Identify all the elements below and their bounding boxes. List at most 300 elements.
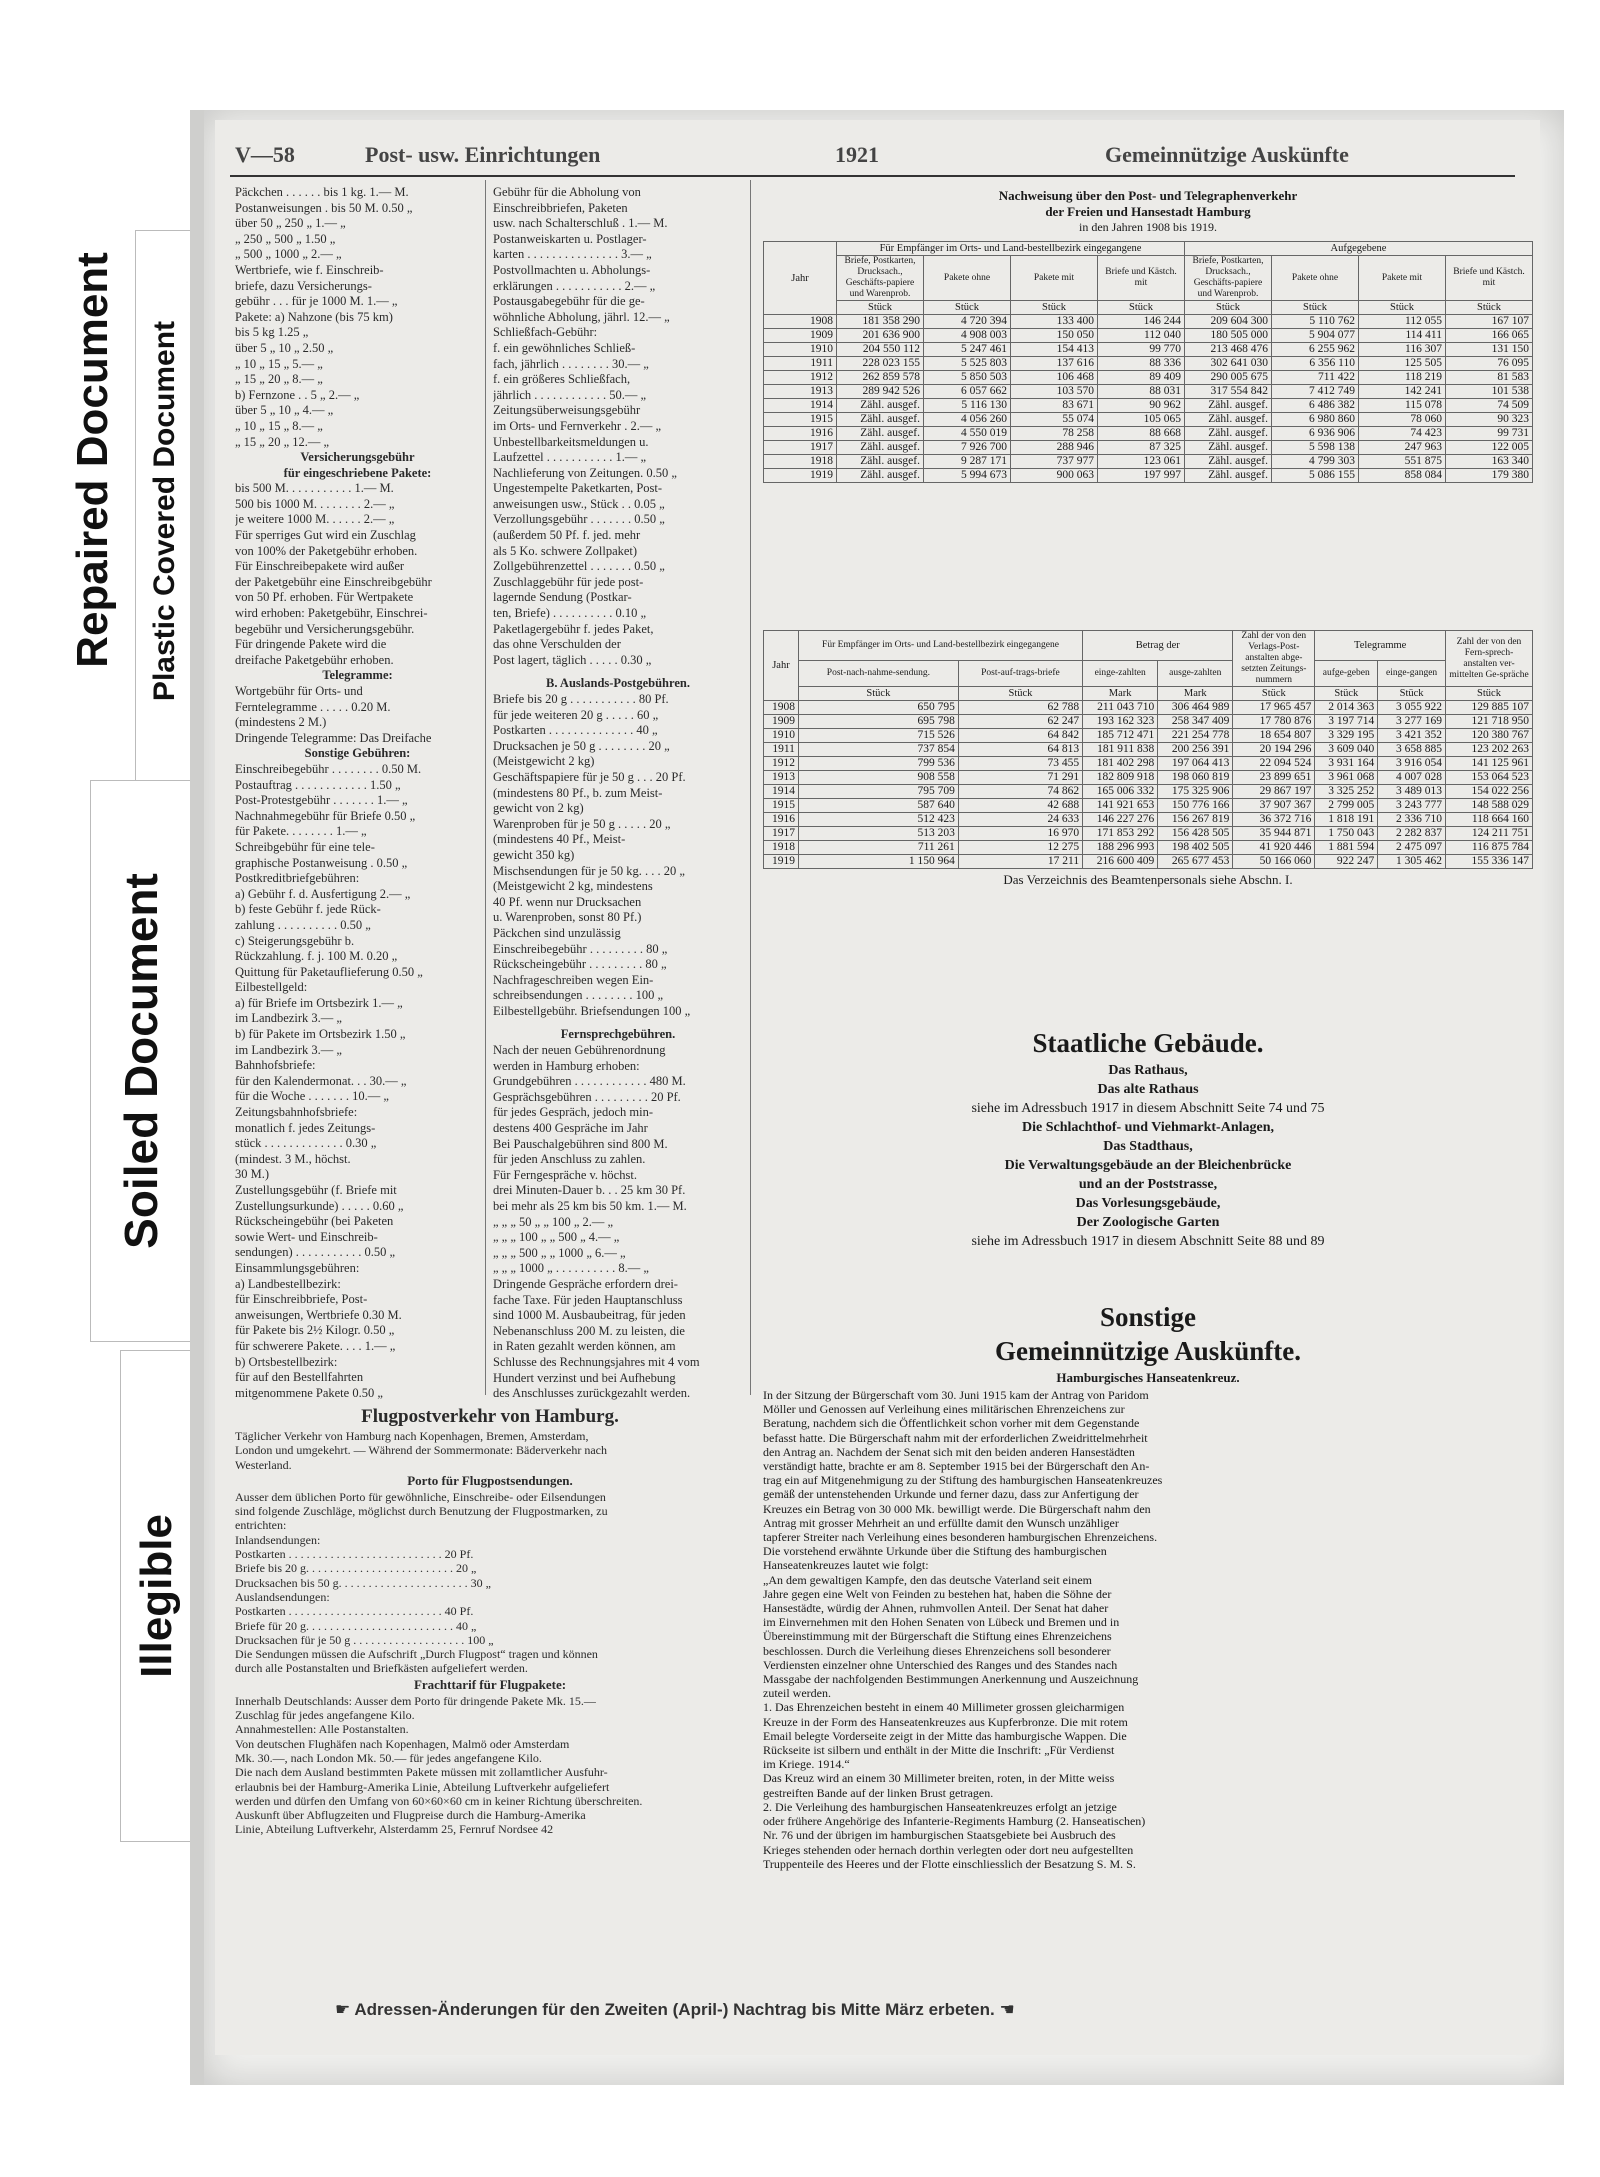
col2-line: im Orts- und Fernverkehr . 2.— „ [493,418,662,433]
col2-line: Schließfach-Gebühr: [493,325,598,340]
table-row [764,343,1533,357]
table-cell: 265 677 453 [1158,855,1233,869]
table-cell: 5 247 461 [924,343,1011,357]
porto-line: Auslandsendungen: [235,1589,330,1604]
col2-line: Schlusse des Rechnungsjahres mit 4 vom [493,1354,700,1369]
flugpost-line: London und umgekehrt. — Während der Sommermonate: Bäderverkehr nach [235,1443,607,1458]
table-cell: 3 658 885 [1378,743,1446,757]
table-row [764,441,1533,455]
col2-line: Nebenanschluss 200 M. zu leisten, die [493,1323,685,1338]
table-cell: 17 211 [958,855,1082,869]
table-cell: 1918 [764,841,799,855]
col1-line: Postauftrag . . . . . . . . . . . . 1.50 „ [235,777,401,792]
table-cell: 62 788 [958,701,1082,715]
table-cell: 302 641 030 [1185,357,1272,371]
col2-line: Dringende Gespräche erfordern drei- [493,1276,678,1291]
table-cell: 129 885 107 [1446,701,1533,715]
table-cell: 247 963 [1359,441,1446,455]
col1-line: für Einschreibbriefe, Post- [235,1292,368,1307]
table-cell: 551 875 [1359,455,1446,469]
col1-line: Pakete: a) Nahzone (bis 75 km) [235,309,393,324]
table-cell: 513 203 [798,827,958,841]
col1-line: mitgenommene Pakete 0.50 „ [235,1385,383,1400]
col1-line: Wortgebühr für Orts- und [235,684,363,698]
t2-unit: Stück [1315,687,1378,701]
table-cell: 35 944 871 [1233,827,1315,841]
table-cell: 1917 [764,827,799,841]
t1-unit: Stück [1446,301,1533,315]
table-cell: 1913 [764,771,799,785]
col1-line: (mindest. 3 M., höchst. [235,1151,351,1166]
table-cell: 1911 [764,357,837,371]
table-cell: 37 907 367 [1233,799,1315,813]
footer-notice: ☛ Adressen-Änderungen für den Zweiten (April-) Nachtrag bis Mitte März erbeten. ☚ [335,2000,1015,2019]
staat-line-7: und an der Poststrasse, [1078,1177,1218,1192]
col1-line: Rückzahlung. f. j. 100 M. 0.20 „ [235,949,398,964]
col2-line: sind 1000 M. Ausbaubeitrag, für jeden [493,1308,686,1323]
table-cell: 115 078 [1359,399,1446,413]
table-row [764,729,1533,743]
table-cell: 7 412 749 [1272,385,1359,399]
table-row [764,315,1533,329]
column-divider-2 [750,180,751,1395]
flugpost-line: Westerland. [235,1457,292,1472]
col2-line: für jedes Gespräch, jedoch min- [493,1105,654,1120]
flugpost-section [235,1405,745,1837]
t1-group-left: Für Empfänger im Orts- und Land-bestellbezirk eingegangene [837,242,1185,256]
sonstige-line: Kreuze in der Form des Hanseatenkreuzes aus Kupferbronze. Die mit rotem [763,1714,1128,1729]
page-header [235,142,1510,172]
col1-line: Für dringende Pakete wird die [235,637,387,652]
col2-line: „ „ „ 50 „ „ 100 „ 2.— „ [493,1214,614,1229]
t2-sub1a: Post-nach-nahme-sendung. [798,661,958,687]
table-cell: 156 267 819 [1158,813,1233,827]
col2-line: Post lagert, täglich . . . . . 0.30 „ [493,652,652,667]
table-cell: 1914 [764,785,799,799]
col1-line: Schreibgebühr für eine tele- [235,839,375,854]
table-cell: 74 862 [958,785,1082,799]
porto-title: Porto für Flugpostsendungen. [407,1472,573,1488]
col2-line: Nachfrageschreiben wegen Ein- [493,972,654,987]
label-illegible: Illegible [120,1350,194,1842]
table-cell: 5 525 803 [924,357,1011,371]
table-cell: 1917 [764,441,837,455]
table-cell: 148 588 029 [1446,799,1533,813]
table-cell: Zähl. ausgef. [837,413,924,427]
table-cell: 4 720 394 [924,315,1011,329]
table-cell: 118 219 [1359,371,1446,385]
table-cell: 88 336 [1098,357,1185,371]
table-cell: 1916 [764,427,837,441]
col2-line: Einschreibbriefen, Paketen [493,200,628,215]
table-cell: 3 609 040 [1315,743,1378,757]
col1-line: Nachnahmegebühr für Briefe 0.50 „ [235,808,416,823]
col1-line: 500 bis 1000 M. . . . . . . . 2.— „ [235,496,395,511]
table-cell: 78 060 [1359,413,1446,427]
t2-group5: Zahl der von den Fern-sprech-anstalten ver-mittelten Ge-spräche [1446,631,1533,687]
sonstige-line: Hanseatenkreuzes lautet wie folgt: [763,1558,929,1573]
sonstige-line: Das Kreuz wird an einem 30 Millimeter breiten, roten, in der Mitte weiss [763,1771,1115,1786]
sonstige-line: trag ein auf Mitgenehmigung zu der Stiftung des hamburgischen Hanseatenkreuzes [763,1473,1163,1488]
col2-line: Einschreibegebühr . . . . . . . . . 80 „ [493,941,668,956]
col2-line: drei Minuten-Dauer b. . . 25 km 30 Pf. [493,1183,686,1198]
table-cell: Zähl. ausgef. [1185,441,1272,455]
t2-group4: Telegramme [1315,631,1446,661]
table-row [764,385,1533,399]
sonstige-line: Massgabe der nachfolgenden Bestimmungen Anerkennung und Auszeichnung [763,1672,1139,1687]
sonstige-line: Möller und Genossen auf Verleihung eines militärischen Ehrenzeichens zur [763,1402,1125,1417]
table-row [764,785,1533,799]
table-cell: 50 166 060 [1233,855,1315,869]
col2-line: Drucksachen je 50 g . . . . . . . . 20 „ [493,738,670,753]
col1-line: von 100% der Paketgebühr erhoben. [235,543,418,558]
fracht-line: werden und dürfen den Umfang von 60×60×60 cm in keiner Richtung überschreiten. [235,1793,643,1808]
col1-line: für Pakete bis 2½ Kilogr. 0.50 „ [235,1323,395,1338]
table-cell: 12 275 [958,841,1082,855]
table-cell: 7 926 700 [924,441,1011,455]
table-cell: 204 550 112 [837,343,924,357]
table-cell: 123 202 263 [1446,743,1533,757]
table-cell: 711 422 [1272,371,1359,385]
porto-line: Briefe für 20 g. . . . . . . . . . . . . . . . . . . . . . . . . 40 „ [235,1618,477,1633]
table-cell: 89 409 [1098,371,1185,385]
col1-line: wird erhoben: Paketgebühr, Einschrei- [235,606,428,621]
col2-line: Päckchen sind unzulässig [493,925,621,940]
traffic-table-1 [763,241,1533,483]
staat-line-3: siehe im Adressbuch 1917 in diesem Abschnitt Seite 74 und 75 [971,1101,1325,1116]
table-cell: 1911 [764,743,799,757]
table-cell: 181 358 290 [837,315,924,329]
col1-line: monatlich f. jedes Zeitungs- [235,1120,376,1135]
sonstige-line: befasst hatte. Die Bürgerschaft nahm mit der erforderlichen Zweidrittelmehrheit [763,1430,1148,1445]
col1-line: bis 5 kg 1.25 „ [235,325,309,340]
col2-line: Fernsprechgebühren. [560,1027,676,1042]
table-cell: 3 421 352 [1378,729,1446,743]
porto-line: Drucksachen für je 50 g . . . . . . . . . . . . . . . . . . . 100 „ [235,1632,494,1647]
col2-line: für jeden Anschluss zu zahlen. [493,1152,646,1167]
table-cell: 20 194 296 [1233,743,1315,757]
table-row [764,743,1533,757]
col1-line: Zustellungsgebühr (f. Briefe mit [235,1183,397,1197]
table-cell: 153 064 523 [1446,771,1533,785]
col1-line: Versicherungsgebühr [300,450,415,465]
table-cell: Zähl. ausgef. [1185,455,1272,469]
t1-col-header: Pakete mit [1359,256,1446,301]
fees-column-1 [235,185,480,1401]
col1-line: dreifache Paketgebühr erhoben. [235,652,394,667]
col2-line: karten . . . . . . . . . . . . . . . 3.— „ [493,247,652,262]
table-cell: 900 063 [1011,469,1098,483]
col2-line: Geschäftspapiere für je 50 g . . . 20 Pf. [493,769,686,784]
table-cell: 18 654 807 [1233,729,1315,743]
sonstige-line: oder frühere Angehörige des Infanterie-Regiments Hamburg (2. Hanseatischen) [763,1814,1146,1829]
table-cell: 90 323 [1446,413,1533,427]
table-cell: 3 961 068 [1315,771,1378,785]
t1-unit: Stück [837,301,924,315]
table-cell: 1916 [764,813,799,827]
table-cell: 88 031 [1098,385,1185,399]
col2-line: „ „ „ 100 „ „ 500 „ 4.— „ [493,1230,620,1245]
table-cell: 650 795 [798,701,958,715]
table-cell: 188 296 993 [1083,841,1158,855]
col2-line: „ „ „ 500 „ „ 1000 „ 6.— „ [493,1245,626,1260]
table-cell: 2 799 005 [1315,799,1378,813]
table-cell: 150 776 166 [1158,799,1233,813]
table-cell: 512 423 [798,813,958,827]
t1-col-header: Pakete ohne [1272,256,1359,301]
staat-line-1: Das Rathaus, [1108,1063,1188,1078]
table-row [764,701,1533,715]
header-rule [230,175,1515,177]
page-number: V—58 [235,142,295,167]
table-row [764,469,1533,483]
col2-line: usw. nach Schalterschluß . 1.— M. [493,216,668,231]
table-cell: 5 116 130 [924,399,1011,413]
col1-line: für die Woche . . . . . . . 10.— „ [235,1089,389,1104]
col1-line: Telegramme: [322,668,393,683]
table-cell: 146 244 [1098,315,1185,329]
table1-title-2: der Freien und Hansestadt Hamburg [1045,204,1251,219]
sonstige-line: Übereinstimmung mit der Bürgerschaft die Stiftung eines Ehrenzeichens [763,1629,1112,1644]
table-cell: 112 040 [1098,329,1185,343]
traffic-table-2 [763,630,1533,869]
table-cell: 1912 [764,757,799,771]
sonstige-line: verständigt hatte, brachte er am 8. September 1915 bei der Bürgerschaft den An- [763,1459,1150,1474]
table-cell: 163 340 [1446,455,1533,469]
table-cell: 258 347 409 [1158,715,1233,729]
table-cell: 55 074 [1011,413,1098,427]
table-cell: 3 197 714 [1315,715,1378,729]
col2-line: (außerdem 50 Pf. f. jed. mehr [493,528,641,543]
table-cell: 262 859 578 [837,371,924,385]
col2-line: Postausgabegebühr für die ge- [493,294,645,309]
sonstige-line: Rückseite ist silbern und enthält in der Mitte die Inschrift: „Für Verdienst [763,1743,1115,1758]
staat-line-5: Das Stadthaus, [1103,1139,1193,1154]
col1-line: a) Gebühr f. d. Ausfertigung 2.— „ [235,886,411,901]
table-cell: 922 247 [1315,855,1378,869]
fracht-line: Linie, Abteilung Luftverkehr, Alsterdamm 25, Fernruf Nordsee 42 [235,1822,554,1837]
table-cell: 22 094 524 [1233,757,1315,771]
table-cell: 209 604 300 [1185,315,1272,329]
table-cell: 799 536 [798,757,958,771]
table-row [764,771,1533,785]
table-cell: 125 505 [1359,357,1446,371]
t2-group2: Betrag der [1083,631,1233,661]
t1-col-header: Briefe, Postkarten, Drucksach., Geschäfts-papiere und Warenprob. [1185,256,1272,301]
table-cell: 180 505 000 [1185,329,1272,343]
table-cell: Zähl. ausgef. [837,427,924,441]
table-cell: 1914 [764,399,837,413]
col2-line: f. ein größeres Schließfach, [493,372,631,387]
table-cell: Zähl. ausgef. [1185,427,1272,441]
table-cell: 78 258 [1011,427,1098,441]
col1-line: der Paketgebühr eine Einschreibgebühr [235,574,432,589]
table-cell: 2 014 363 [1315,701,1378,715]
table-row [764,455,1533,469]
table-row [764,715,1533,729]
col1-line: „ 15 „ 20 „ 12.— „ [235,434,330,449]
table-cell: 587 640 [798,799,958,813]
table-cell: 1915 [764,413,837,427]
table-cell: 87 325 [1098,441,1185,455]
col2-line: fache Taxe. Für jeden Hauptanschluss [493,1292,683,1307]
col2-line: (mindestens 40 Pf., Meist- [493,832,626,847]
table-cell: 216 600 409 [1083,855,1158,869]
table-cell: 131 150 [1446,343,1533,357]
table-row [764,371,1533,385]
label-repaired: Repaired Document [67,252,117,668]
table-cell: 123 061 [1098,455,1185,469]
table-cell: 42 688 [958,799,1082,813]
col1-line: sowie Wert- und Einschreib- [235,1229,378,1244]
table-cell: 858 084 [1359,469,1446,483]
col2-line: Bei Pauschalgebühren sind 800 M. [493,1136,668,1151]
table-cell: 103 570 [1011,385,1098,399]
sonstige-line: Krieges stehenden oder hernach dorthin verlegten oder dort neu aufgestellten [763,1842,1134,1857]
table-cell: 185 712 471 [1083,729,1158,743]
sonstige-line: 2. Die Verleihung des hamburgischen Hanseatenkreuzes erfolgt an jetzige [763,1799,1117,1814]
col2-line: für jede weiteren 20 g . . . . . 60 „ [493,707,659,722]
table-cell: 6 936 906 [1272,427,1359,441]
table-cell: 288 946 [1011,441,1098,455]
table-cell: 5 850 503 [924,371,1011,385]
table-row [764,757,1533,771]
table-row [764,329,1533,343]
col2-line: Verzollungsgebühr . . . . . . . 0.50 „ [493,512,665,527]
porto-line: Ausser dem üblichen Porto für gewöhnliche, Einschreibe- oder Eilsendungen [235,1489,606,1504]
col2-line: Grundgebühren . . . . . . . . . . . . 480 M. [493,1074,686,1089]
col1-line: über 50 „ 250 „ 1.— „ [235,216,346,231]
sonstige-line: Email belegte Vorderseite zeigt in der Mitte das hamburgische Wappen. Die [763,1728,1127,1743]
staat-line-2: Das alte Rathaus [1097,1082,1199,1097]
col1-line: für auf den Bestellfahrten [235,1370,364,1385]
table-cell: 81 583 [1446,371,1533,385]
table-cell: 3 489 013 [1378,785,1446,799]
fracht-line: Die nach dem Ausland bestimmten Pakete müssen mit zollamtlicher Ausfuhr- [235,1765,608,1780]
sonstige-line: Die vorstehend erwähnte Urkunde über die Stiftung des hamburgischen [763,1544,1107,1559]
column-divider-1 [485,180,486,1395]
table-cell: 165 006 332 [1083,785,1158,799]
porto-line: entrichten: [235,1518,287,1533]
table-cell: 116 307 [1359,343,1446,357]
col2-line: Zollgebührenzettel . . . . . . . 0.50 „ [493,559,665,574]
table-cell: 2 282 837 [1378,827,1446,841]
col1-line: Rückscheingebühr (bei Paketen [235,1214,394,1229]
table-cell: 1909 [764,329,837,343]
table-cell: 1908 [764,315,837,329]
t1-unit: Stück [1359,301,1446,315]
col2-line: Zeitungsüberweisungsgebühr [493,403,641,418]
table-cell: 4 007 028 [1378,771,1446,785]
table-cell: Zähl. ausgef. [1185,469,1272,483]
table-cell: 5 904 077 [1272,329,1359,343]
table-cell: Zähl. ausgef. [837,469,924,483]
table-cell: 695 798 [798,715,958,729]
porto-line: Inlandsendungen: [235,1532,321,1547]
header-right: Gemeinnützige Auskünfte [1105,142,1349,167]
sonstige-line: zuteil werden. [763,1686,831,1701]
col1-line: briefe, dazu Versicherungs- [235,278,372,293]
table-cell: 228 023 155 [837,357,924,371]
col2-line: (Meistgewicht 2 kg, mindestens [493,879,653,894]
staat-line-4: Die Schlachthof- und Viehmarkt-Anlagen, [1021,1120,1275,1135]
sonstige-line: beschlossen. Durch die Verleihung dieses Ehrenzeichens soll besonderer [763,1643,1111,1658]
table-cell: 74 423 [1359,427,1446,441]
traffic-table-2-section [763,630,1533,888]
table-cell: 23 899 651 [1233,771,1315,785]
col2-line: u. Warenproben, sonst 80 Pf.) [493,910,642,925]
col1-line: b) Ortsbestellbezirk: [235,1354,338,1369]
fracht-line: erlaubnis bei der Hamburg-Amerika Linie, Abteilung Luftverkehr aufgeliefert [235,1779,610,1794]
fracht-line: Innerhalb Deutschlands: Ausser dem Porto für dringende Pakete Mk. 15.— [235,1693,596,1708]
col2-line: Eilbestellgebühr. Briefsendungen 100 „ [493,1003,691,1018]
table-cell: 5 110 762 [1272,315,1359,329]
sonstige-line: Antrag mit grosser Mehrheit an und erfüllte damit den Wunsch unzähliger [763,1515,1119,1530]
t1-unit: Stück [1011,301,1098,315]
sonstige-line: im Kriege. 1914.“ [763,1757,850,1772]
table-cell: 141 921 653 [1083,799,1158,813]
col2-line: Für Ferngespräche v. höchst. [493,1167,637,1182]
t2-unit: Stück [1446,687,1533,701]
table-cell: 166 065 [1446,329,1533,343]
table-cell: 4 799 303 [1272,455,1359,469]
fees-column-2 [493,185,743,1402]
staat-line-10: siehe im Adressbuch 1917 in diesem Abschnitt Seite 88 und 89 [971,1234,1325,1249]
col1-line: b) feste Gebühr f. jede Rück- [235,902,381,917]
table-cell: 6 057 662 [924,385,1011,399]
table-cell: 6 255 962 [1272,343,1359,357]
col2-line: als 5 Ko. schwere Zollpaket) [493,543,638,558]
col2-line: Briefe bis 20 g . . . . . . . . . . . 80 Pf. [493,692,669,706]
table-cell: 211 043 710 [1083,701,1158,715]
sonstige-line: Nr. 76 und der übrigen im hamburgischen Staatsgebiete bei Ausbruch des [763,1828,1116,1843]
col1-line: a) für Briefe im Ortsbezirk 1.— „ [235,995,403,1010]
table-cell: 1919 [764,855,799,869]
table-cell: 6 356 110 [1272,357,1359,371]
table-cell: 29 867 197 [1233,785,1315,799]
table-cell: 198 402 505 [1158,841,1233,855]
table-cell: 118 664 160 [1446,813,1533,827]
table-cell: 201 636 900 [837,329,924,343]
table-cell: 105 065 [1098,413,1185,427]
table-cell: 1 750 043 [1315,827,1378,841]
col1-line: über 5 „ 10 „ 4.— „ [235,403,334,418]
t1-col-header: Briefe und Kästch. mit [1098,256,1185,301]
t1-unit: Stück [1098,301,1185,315]
table-cell: 4 908 003 [924,329,1011,343]
table-cell: 200 256 391 [1158,743,1233,757]
table-cell: 156 428 505 [1158,827,1233,841]
t2-sub4a: aufge-geben [1315,661,1378,687]
table-cell: 179 380 [1446,469,1533,483]
col2-line: werden in Hamburg erhoben: [493,1058,640,1073]
header-section: Post- usw. Einrichtungen [365,142,601,167]
t2-sub2a: einge-zahlten [1083,661,1158,687]
col2-line: erklärungen . . . . . . . . . . . 2.— „ [493,278,656,293]
sonstige-line: gemäß der untenstehenden Urkunde und ferner dazu, dass zur Anfertigung der [763,1487,1139,1502]
table-row [764,357,1533,371]
staat-line-6: Die Verwaltungsgebäude an der Bleichenbrücke [1004,1158,1292,1173]
table-cell: 1910 [764,729,799,743]
table-cell: 76 095 [1446,357,1533,371]
table-cell: 64 813 [958,743,1082,757]
t2-sub2b: ausge-zahlten [1158,661,1233,687]
col2-line: schreibsendungen . . . . . . . . 100 „ [493,988,664,1003]
sonstige-line: Hansestädte, würdig der Ahnen, ruhmvollen Anteil. Der Senat hat daher [763,1601,1109,1616]
col1-line: „ 15 „ 20 „ 8.— „ [235,372,323,387]
table-cell: 150 050 [1011,329,1098,343]
table-cell: 6 980 860 [1272,413,1359,427]
